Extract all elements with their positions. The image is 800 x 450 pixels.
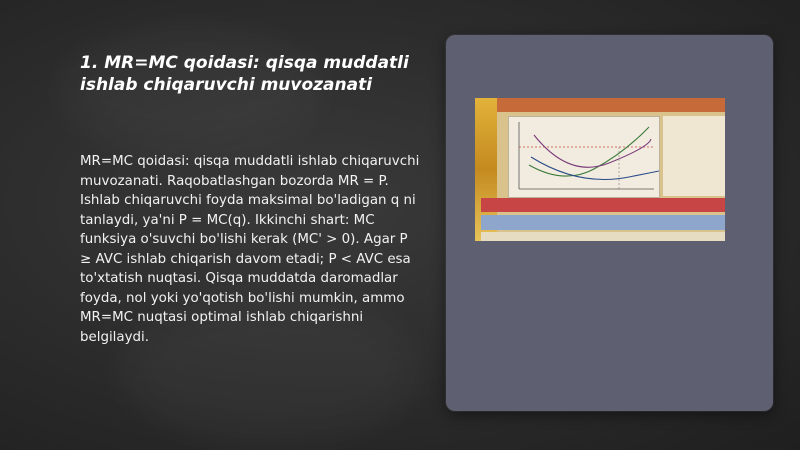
image-panel	[446, 35, 773, 411]
slide-body-text: MR=MC qoidasi: qisqa muddatli ishlab chiqaruvchi muvozanati. Raqobatlashgan bozorda MR = P. Ishlab chiqaruvchi foyda maksimal bo'ladigan q ni tanlaydi, ya'ni P = MC(q). Ikkinchi shart: MC funksiya o'suvchi bo'lishi kerak (MC' > 0). Agar P ≥ AVC ishlab chiqarish davom etadi; P < AVC esa to'xtatish nuqtasi. Qisqa muddatda daromadlar foyda, nol yoki yo'qotish bo'lishi mumkin, ammo MR=MC nuqtasi optimal ishlab chiqarishni belgilaydi.	[80, 154, 420, 345]
slide-title: 1. MR=MC qoidasi: qisqa muddatli ishlab chiqaruvchi muvozanati	[80, 53, 409, 95]
figure-red-bar	[481, 198, 725, 212]
figure-cost-curves-graphic	[508, 116, 660, 198]
cost-curves-graphic	[509, 117, 659, 197]
figure-footer-bar	[481, 232, 725, 241]
figure-blue-bar	[481, 215, 725, 230]
figure-header-bar	[497, 98, 725, 112]
embedded-figure-image	[475, 98, 725, 241]
figure-side-panel	[663, 116, 725, 196]
